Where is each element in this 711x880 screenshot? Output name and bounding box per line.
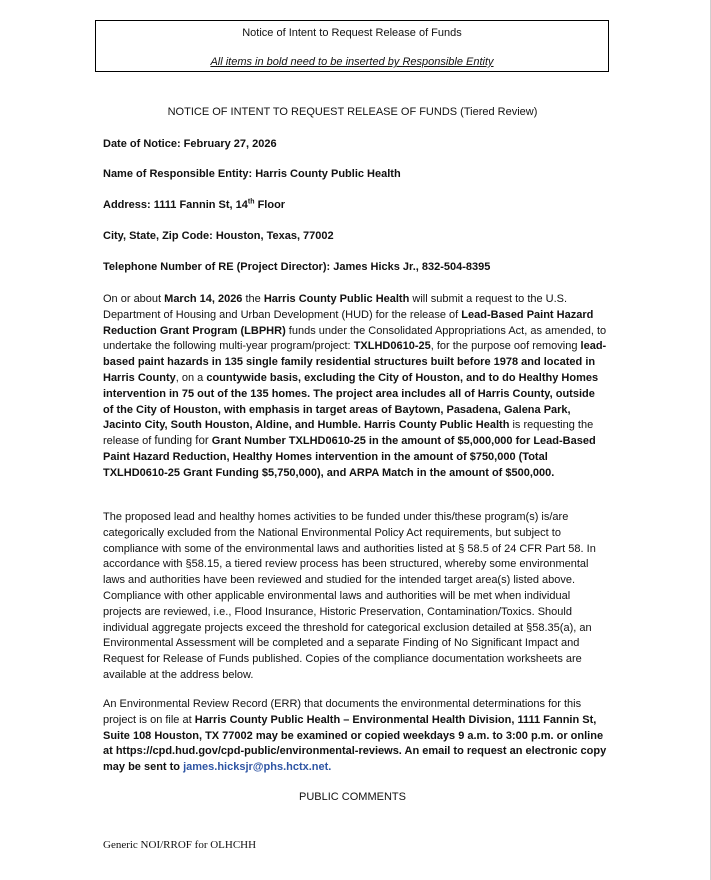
address	[103, 199, 285, 211]
paragraph-err	[103, 697, 608, 776]
date-of-notice: Date of Notice: February 27, 2026	[103, 138, 277, 150]
telephone: Telephone Number of RE (Project Director): James Hicks Jr., 832-504-8395	[103, 261, 491, 273]
address-main: Address: 1111 Fannin St, 14	[103, 199, 248, 211]
text: is requesting the release of	[103, 419, 594, 448]
header-box	[95, 20, 609, 72]
err-hours-bold: may be examined or copied weekdays 9 a.m. to 3:00 p.m. or online at https://cpd.hud.gov/cpd-public/environmental-reviews. An email to request an electronic copy may be sent to	[103, 729, 607, 774]
paragraph-exclusion: The proposed lead and healthy homes activities to be funded under this/these program(s) is/are categorically excluded from the National Environmental Policy Act requirements, but subject to compliance with some of the environmental laws and authorities listed at § 58.5 of 24 CFR Part 58. In accordance with §58.15, a tiered review process has been structured, whereby some environmental laws and authorities have been reviewed and studied for the intended target area(s) listed above. Compliance with other applicable environmental laws and authorities will be met when individual projects are reviewed, i.e., Flood Insurance, Historic Preservation, Contamination/Toxics. Should individual aggregate projects exceed the threshold for categorical exclusion detailed at §58.35(a), an Environmental Assessment will be completed and a separate Finding of No Significant Impact and Request for Release of Funds published. Copies of the compliance documentation worksheets are available at the address below.	[103, 511, 596, 681]
text: , on a	[175, 371, 207, 384]
text: On or about	[103, 293, 165, 305]
text: the	[242, 293, 264, 305]
header-instruction: All items in bold need to be inserted by Responsible Entity	[210, 56, 494, 68]
email-link[interactable]: james.hicksjr@phs.hctx.net.	[183, 761, 332, 774]
grant-id-bold: TXLHD0610-25	[353, 340, 431, 353]
program-bold: Lead-Based Paint Hazard Reduction Grant Program (LBPHR)	[103, 308, 594, 337]
err-location-bold: Harris County Public Health – Environmental Health Division, 1111 Fannin St, Suite 108 Houston, TX 77002	[103, 713, 597, 742]
text: An Environmental Review Record (ERR) that documents the environmental determinations for this project is on file at	[103, 698, 582, 726]
paragraph-request	[103, 292, 608, 482]
entity-bold: Harris County Public Health	[263, 293, 410, 305]
city-state-zip: City, State, Zip Code: Houston, Texas, 77002	[103, 230, 334, 242]
responsible-entity: Name of Responsible Entity: Harris County Public Health	[103, 168, 401, 180]
text: will submit a request to the U.S. Department of Housing and Urban Development (HUD) for the release of	[103, 293, 568, 321]
area-bold: countywide basis, excluding the City of Houston, and to do Healthy Homes intervention in 75 out of the 135 homes. The project area includes all of Harris County, outside of the City of Houston, with emphasis in target areas of Baytown, Pasadena, Galena Park, Jacinto City, South Houston, Aldine, and Humble. Harris County Public Health	[103, 371, 599, 432]
public-comments-heading: PUBLIC COMMENTS	[299, 791, 406, 803]
funding-bold: Grant Number TXLHD0610-25 in the amount of $5,000,000 for Lead-Based Paint Hazard Reduction, Healthy Homes intervention in the amount of $750,000 (Total TXLHD0610-25 Grant Funding $5,750,000), and ARPA Match in the amount of $500,000.	[103, 435, 596, 479]
text: , for the purpose oof removing	[430, 340, 581, 353]
text: funds under the Consolidated Appropriations Act, as amended, to undertake the following multi-year program/project:	[103, 324, 607, 353]
purpose-bold: lead-based paint hazards in 135 single family residential structures built before 1978 and located in Harris County	[103, 340, 607, 384]
address-tail: Floor	[254, 199, 286, 211]
document-title: NOTICE OF INTENT TO REQUEST RELEASE OF FUNDS (Tiered Review)	[167, 106, 538, 118]
address-superscript: th	[247, 198, 255, 206]
text: funding for	[154, 435, 209, 448]
footer-text: Generic NOI/RROF for OLHCHH	[103, 839, 257, 851]
header-title: Notice of Intent to Request Release of Funds	[242, 27, 462, 39]
date-bold: March 14, 2026	[164, 293, 243, 305]
